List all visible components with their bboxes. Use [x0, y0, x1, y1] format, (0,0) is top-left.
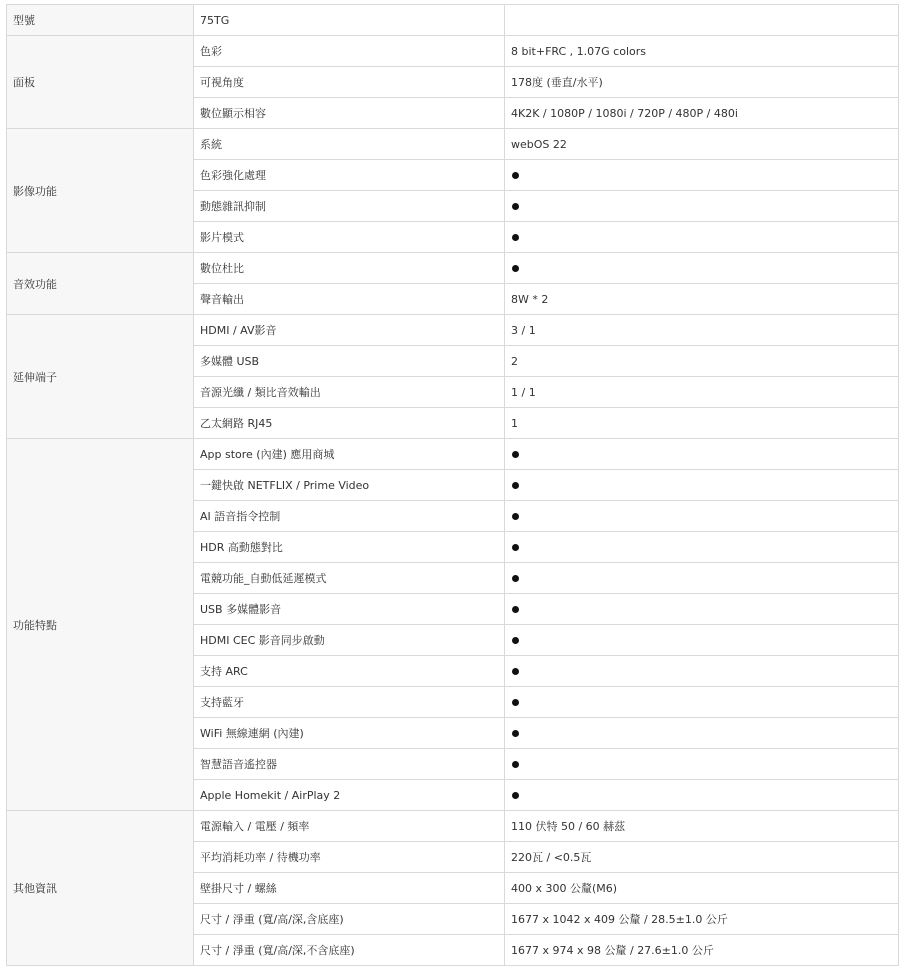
spec-label: 支持 ARC — [194, 656, 505, 687]
spec-value: 1 — [505, 408, 899, 439]
spec-value: 3 / 1 — [505, 315, 899, 346]
category-label: 面板 — [7, 36, 194, 129]
spec-value — [505, 625, 899, 656]
spec-value — [505, 160, 899, 191]
spec-label: 聲音輸出 — [194, 284, 505, 315]
supported-dot-icon — [512, 234, 519, 241]
spec-label: 系統 — [194, 129, 505, 160]
supported-dot-icon — [512, 513, 519, 520]
spec-label: 色彩 — [194, 36, 505, 67]
supported-dot-icon — [512, 699, 519, 706]
spec-value: webOS 22 — [505, 129, 899, 160]
supported-dot-icon — [512, 668, 519, 675]
spec-value — [505, 470, 899, 501]
supported-dot-icon — [512, 265, 519, 272]
supported-dot-icon — [512, 203, 519, 210]
spec-value: 1 / 1 — [505, 377, 899, 408]
spec-value: 8W * 2 — [505, 284, 899, 315]
spec-value — [505, 594, 899, 625]
spec-row — [7, 315, 899, 346]
spec-label: 色彩強化處理 — [194, 160, 505, 191]
spec-label: WiFi 無線連網 (內建) — [194, 718, 505, 749]
spec-label: HDR 高動態對比 — [194, 532, 505, 563]
spec-value — [505, 439, 899, 470]
spec-label: HDMI / AV影音 — [194, 315, 505, 346]
spec-label: 乙太網路 RJ45 — [194, 408, 505, 439]
spec-label: 平均消耗功率 / 待機功率 — [194, 842, 505, 873]
spec-value — [505, 191, 899, 222]
supported-dot-icon — [512, 482, 519, 489]
spec-label: 壁掛尺寸 / 螺絲 — [194, 873, 505, 904]
spec-value: 110 伏特 50 / 60 赫茲 — [505, 811, 899, 842]
spec-label: 尺寸 / 淨重 (寬/高/深,含底座) — [194, 904, 505, 935]
supported-dot-icon — [512, 761, 519, 768]
spec-label: 數位杜比 — [194, 253, 505, 284]
spec-table-body — [7, 5, 899, 966]
spec-value: 178度 (垂直/水平) — [505, 67, 899, 98]
spec-value — [505, 718, 899, 749]
spec-label: 電競功能_自動低延遲模式 — [194, 563, 505, 594]
spec-table — [6, 4, 899, 966]
supported-dot-icon — [512, 575, 519, 582]
spec-row — [7, 811, 899, 842]
spec-label: 尺寸 / 淨重 (寬/高/深,不含底座) — [194, 935, 505, 966]
spec-label: AI 語音指令控制 — [194, 501, 505, 532]
spec-label: 智慧語音遙控器 — [194, 749, 505, 780]
spec-label: 支持藍牙 — [194, 687, 505, 718]
spec-value — [505, 532, 899, 563]
spec-label: HDMI CEC 影音同步啟動 — [194, 625, 505, 656]
spec-label: 可視角度 — [194, 67, 505, 98]
supported-dot-icon — [512, 637, 519, 644]
category-label: 影像功能 — [7, 129, 194, 253]
spec-value: 220瓦 / <0.5瓦 — [505, 842, 899, 873]
spec-value — [505, 253, 899, 284]
spec-row — [7, 36, 899, 67]
header-row — [7, 5, 899, 36]
spec-row — [7, 129, 899, 160]
supported-dot-icon — [512, 172, 519, 179]
spec-value — [505, 687, 899, 718]
spec-row — [7, 253, 899, 284]
spec-label: Apple Homekit / AirPlay 2 — [194, 780, 505, 811]
spec-label: 音源光纖 / 類比音效輸出 — [194, 377, 505, 408]
spec-value: 1677 x 1042 x 409 公釐 / 28.5±1.0 公斤 — [505, 904, 899, 935]
category-label: 功能特點 — [7, 439, 194, 811]
spec-row — [7, 439, 899, 470]
supported-dot-icon — [512, 606, 519, 613]
model-name: 75TG — [194, 5, 505, 36]
spec-label: 電源輸入 / 電壓 / 頻率 — [194, 811, 505, 842]
spec-value — [505, 780, 899, 811]
supported-dot-icon — [512, 451, 519, 458]
spec-label: 數位顯示相容 — [194, 98, 505, 129]
spec-label: 動態雜訊抑制 — [194, 191, 505, 222]
supported-dot-icon — [512, 792, 519, 799]
supported-dot-icon — [512, 730, 519, 737]
spec-value — [505, 222, 899, 253]
spec-value — [505, 563, 899, 594]
category-label: 其他資訊 — [7, 811, 194, 966]
header-label: 型號 — [7, 5, 194, 36]
spec-label: 一鍵快啟 NETFLIX / Prime Video — [194, 470, 505, 501]
spec-label: 多媒體 USB — [194, 346, 505, 377]
spec-value: 8 bit+FRC , 1.07G colors — [505, 36, 899, 67]
spec-value: 400 x 300 公釐(M6) — [505, 873, 899, 904]
category-label: 音效功能 — [7, 253, 194, 315]
category-label: 延伸端子 — [7, 315, 194, 439]
spec-value: 2 — [505, 346, 899, 377]
spec-value: 4K2K / 1080P / 1080i / 720P / 480P / 480i — [505, 98, 899, 129]
spec-value — [505, 501, 899, 532]
header-extra — [505, 5, 899, 36]
spec-label: 影片模式 — [194, 222, 505, 253]
spec-label: USB 多媒體影音 — [194, 594, 505, 625]
spec-value — [505, 656, 899, 687]
spec-value — [505, 749, 899, 780]
spec-value: 1677 x 974 x 98 公釐 / 27.6±1.0 公斤 — [505, 935, 899, 966]
supported-dot-icon — [512, 544, 519, 551]
spec-label: App store (內建) 應用商城 — [194, 439, 505, 470]
